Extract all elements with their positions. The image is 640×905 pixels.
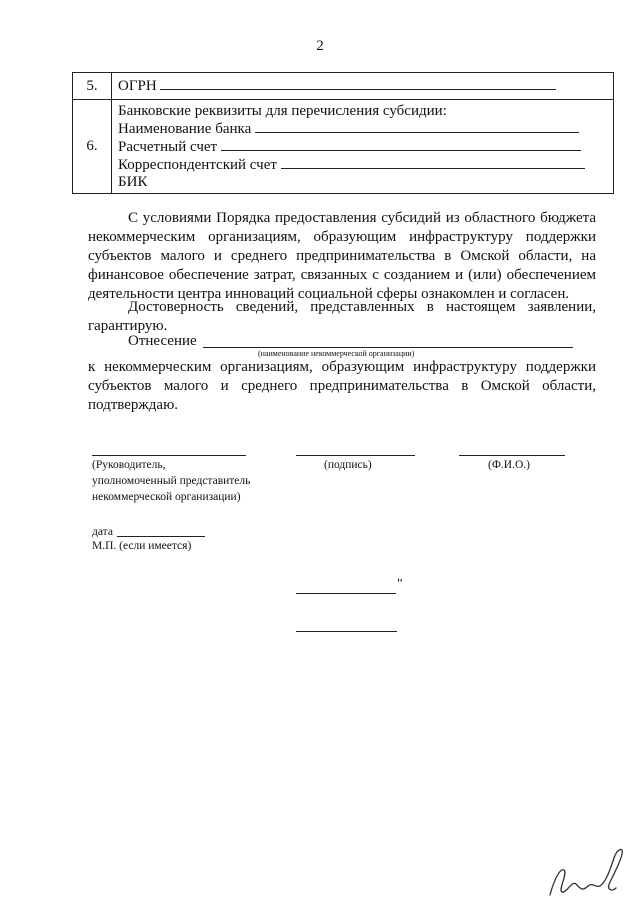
page-number: 2 <box>316 38 324 54</box>
signature-caption: (подпись) <box>324 459 372 471</box>
fio-line <box>459 455 565 456</box>
organization-caption: (наименование некоммерческой организации) <box>258 349 415 358</box>
blank-line-2 <box>296 631 397 632</box>
row-number: 6. <box>73 100 112 194</box>
row-number: 5. <box>73 73 112 100</box>
guarantee-paragraph: Достоверность сведений, представленных в настоящем заявлении, гарантирую. <box>88 299 596 334</box>
blank-line-1 <box>296 593 396 594</box>
ogrn-fill-line <box>160 77 556 90</box>
date-label: дата <box>92 526 113 538</box>
attribution-label: Отнесение <box>128 333 197 349</box>
ogrn-label: ОГРН <box>118 78 157 94</box>
organization-fill-line <box>203 347 573 348</box>
corr-account-label: Корреспондентский счет <box>118 157 277 173</box>
table-row-ogrn <box>73 73 614 100</box>
stamp-note: М.П. (если имеется) <box>92 540 192 552</box>
date-fill-line <box>117 536 205 537</box>
handwritten-signature <box>540 840 630 900</box>
role-signature-line <box>92 455 246 456</box>
corr-account-fill-line <box>281 156 585 169</box>
bik-label: БИК <box>118 174 148 190</box>
requisites-table <box>72 72 614 194</box>
account-label: Расчетный счет <box>118 139 218 155</box>
consent-paragraph: С условиями Порядка предоставления субсидий из областного бюджета некоммерческим организациям, образующим инфраструктуру поддержки субъектов малого и среднего предпринимательства в Омской области, на финансовое обеспечение затрат, связанных с созданием и (или) обеспечением деятельности центра инноваций социальной сферы ознакомлен и согласен. <box>88 210 596 302</box>
fio-caption: (Ф.И.О.) <box>488 459 530 471</box>
bank-name-fill-line <box>255 120 579 133</box>
table-row-bank <box>73 100 614 194</box>
bank-name-label: Наименование банка <box>118 121 252 137</box>
bank-heading: Банковские реквизиты для перечисления субсидии: <box>118 103 447 119</box>
account-fill-line <box>221 138 581 151</box>
role-caption: (Руководитель, уполномоченный представитель некоммерческой организации) <box>92 459 251 503</box>
quote-mark: " <box>397 577 403 592</box>
confirmation-paragraph: к некоммерческим организациям, образующим инфраструктуру поддержки субъектов малого и среднего предпринимательства в Омской области, подтверждаю. <box>88 359 596 413</box>
signature-line <box>296 455 415 456</box>
